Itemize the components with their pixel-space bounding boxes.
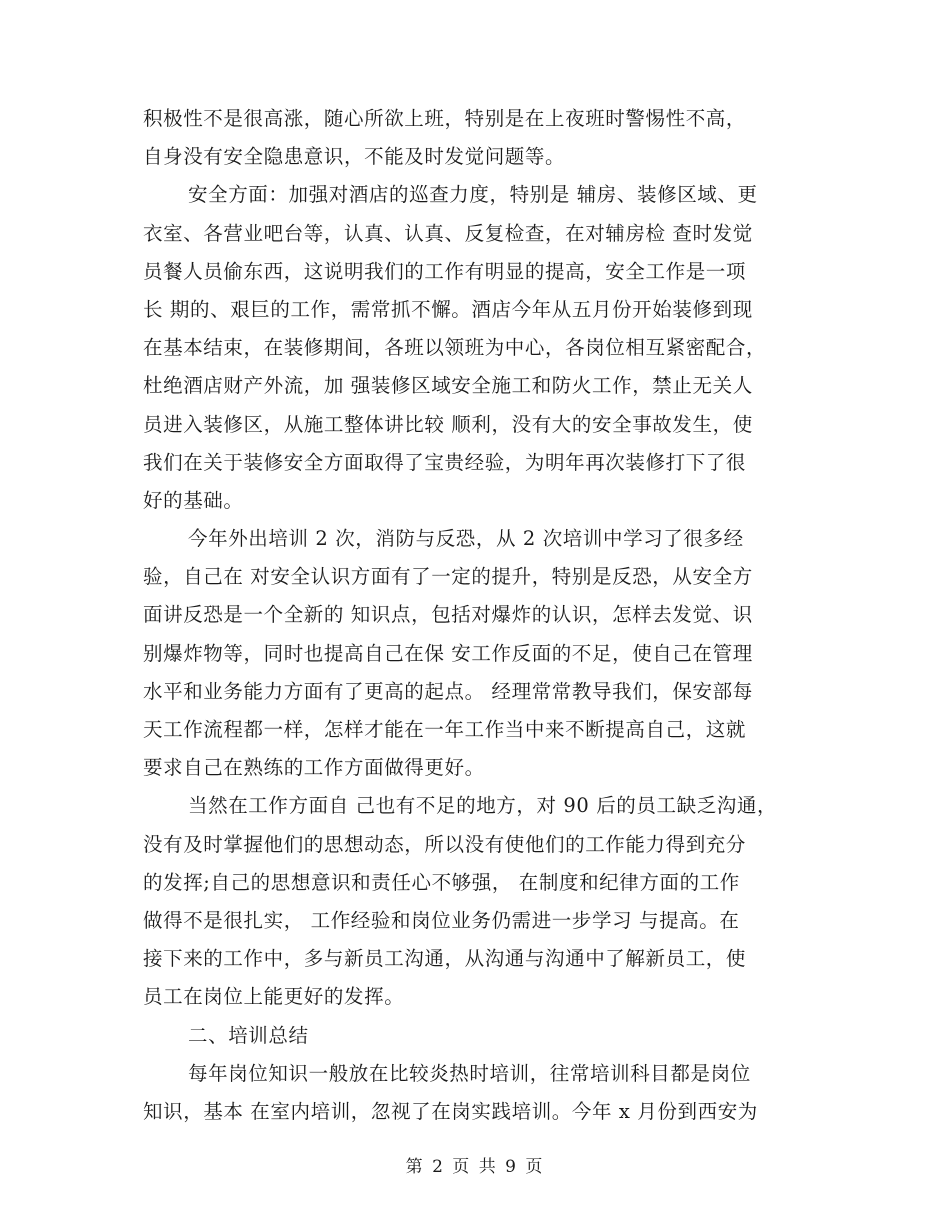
page-number-footer: 第 2 页 共 9 页	[405, 1157, 545, 1177]
text-line: 在基本结束，在装修期间，各班以领班为中心，各岗位相互紧密配合，	[143, 336, 767, 360]
body-text	[143, 100, 815, 1131]
paragraph-start: 今年外出培训 2 次，消防与反恐，从 2 次培训中学习了很多经	[188, 527, 744, 551]
text-line: 没有及时掌握他们的思想动态，所以没有使他们的工作能力得到充分	[143, 832, 747, 856]
text-line: 员进入装修区，从施工整体讲比较 顺利，没有大的安全事故发生，使	[143, 412, 753, 436]
text-line: 知识，基本 在室内培训，忽视了在岗实践培训。今年 x 月份到西安为	[143, 1099, 758, 1123]
text-line: 杜绝酒店财产外流，加 强装修区域安全施工和防火工作，禁止无关人	[143, 374, 753, 398]
text-line: 要求自己在熟练的工作方面做得更好。	[143, 756, 485, 780]
text-line: 员工在岗位上能更好的发挥。	[143, 985, 405, 1009]
paragraph-start: 安全方面：加强对酒店的巡查力度，特别是 辅房、装修区域、更	[188, 183, 758, 207]
text-line: 验，自己在 对安全认识方面有了一定的提升，特别是反恐，从安全方	[143, 565, 753, 589]
paragraph-start: 每年岗位知识一般放在比较炎热时培训，往常培训科目都是岗位	[188, 1061, 751, 1085]
text-line: 我们在关于装修安全方面取得了宝贵经验，为明年再次装修打下了很	[143, 450, 747, 474]
text-line: 长 期的、艰巨的工作，需常抓不懈。酒店今年从五月份开始装修到现	[143, 297, 753, 321]
paragraph-start: 当然在工作方面自 己也有不足的地方，对 90 后的员工缺乏沟通，	[188, 794, 778, 818]
text-line: 水平和业务能力方面有了更高的起点。 经理常常教导我们，保安部每	[143, 679, 753, 703]
text-line: 衣室、各营业吧台等，认真、认真、反复检查，在对辅房检 查时发觉	[143, 221, 753, 245]
section-heading: 二、培训总结	[188, 1023, 309, 1047]
text-line: 面讲反恐是一个全新的 知识点，包括对爆炸的认识，怎样去发觉、识	[143, 603, 753, 627]
text-line: 的发挥;自己的思想意识和责任心不够强， 在制度和纪律方面的工作	[143, 870, 740, 894]
text-line: 员餐人员偷东西，这说明我们的工作有明显的提高，安全工作是一项	[143, 259, 747, 283]
text-line: 做得不是很扎实， 工作经验和岗位业务仍需进一步学习 与提高。在	[143, 908, 740, 932]
text-line: 自身没有安全隐患意识，不能及时发觉问题等。	[143, 145, 566, 169]
text-line: 别爆炸物等，同时也提高自己在保 安工作反面的不足，使自己在管理	[143, 641, 753, 665]
text-line: 积极性不是很高涨，随心所欲上班，特别是在上夜班时警惕性不高，	[143, 107, 747, 130]
text-line: 天工作流程都一样，怎样才能在一年工作当中来不断提高自己，这就	[143, 718, 747, 741]
text-line: 接下来的工作中，多与新员工沟通，从沟通与沟通中了解新员工，使	[143, 947, 747, 971]
text-line: 好的基础。	[143, 488, 244, 512]
